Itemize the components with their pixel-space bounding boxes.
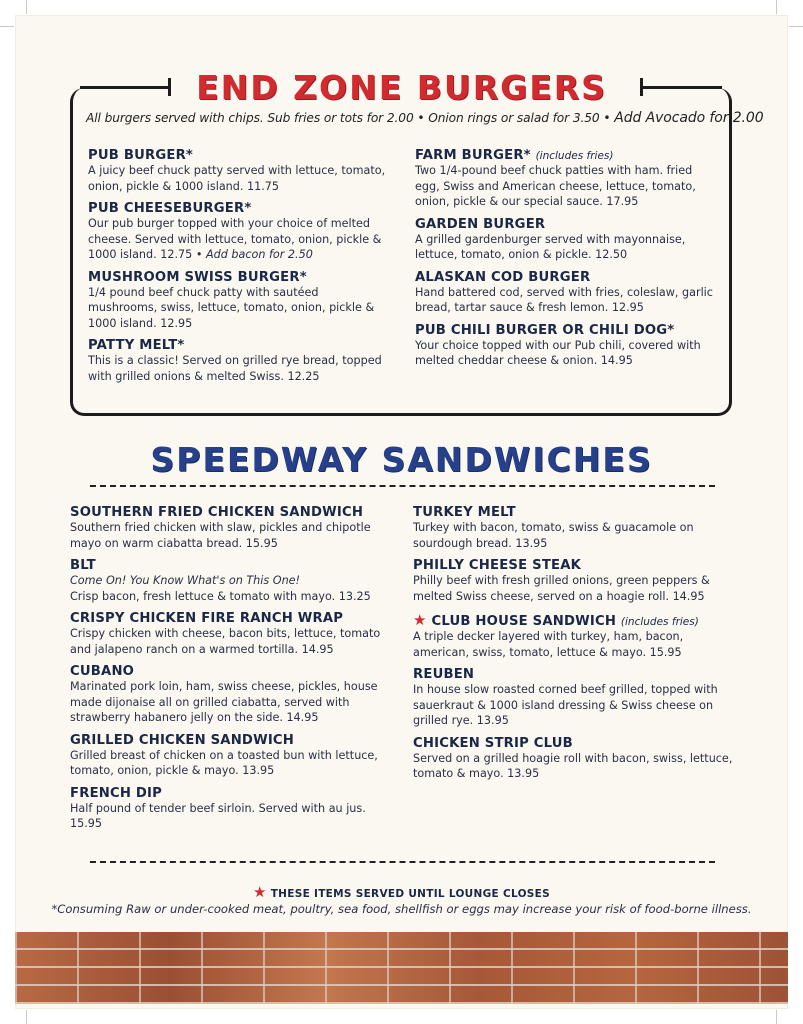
star-icon: ★ [252,883,267,901]
item-name: GRILLED CHICKEN SANDWICH [70,732,295,748]
menu-item [413,667,733,729]
food-safety-disclaimer: *Consuming Raw or under-cooked meat, poultry, sea food, shellfish or eggs may increase your risk of food-borne illness. [51,902,752,916]
item-name-text: CLUB HOUSE SANDWICH [431,614,617,629]
burgers-subtitle [86,110,764,126]
item-name [415,148,715,163]
item-description: Turkey with bacon, tomato, swiss & guacamole on sourdough bread. 13.95 [413,521,694,550]
menu-item [70,733,390,779]
crop-mark [26,1010,27,1024]
burgers-right-column [415,148,715,376]
menu-item [88,338,388,384]
item-name: MUSHROOM SWISS BURGER* [88,269,307,285]
item-description: Your choice topped with our Pub chili, covered with melted cheddar cheese & onion. 14.95 [415,338,701,367]
crop-mark [776,0,777,14]
menu-item [88,201,388,263]
item-name: PHILLY CHEESE STEAK [413,558,582,573]
item-description-text: Our pub burger topped with your choice of melted cheese. Served with lettuce, tomato, onion, pickle & 1000 island. 12.75 • [88,217,382,261]
item-description: Philly beef with fresh grilled onions, green peppers & melted Swiss cheese, served on a hoagie roll. 14.95 [413,574,710,603]
item-description: Southern fried chicken with slaw, pickles and chipotle mayo on warm ciabatta bread. 15.95 [70,521,371,550]
menu-item [70,505,390,551]
menu-item [413,558,733,604]
item-description: Grilled breast of chicken on a toasted bun with lettuce, tomato, onion, pickle & mayo. 13.95 [70,748,378,777]
star-icon: ★ [413,611,427,629]
menu-item [413,736,733,782]
item-description [88,216,388,263]
item-name: PUB CHEESEBURGER* [88,201,252,216]
item-name-text: FARM BURGER* [415,148,531,163]
item-description: Hand battered cod, served with fries, coleslaw, garlic bread, tartar sauce & fresh lemon. 12.95 [415,285,713,314]
item-name: PUB CHILI BURGER OR CHILI DOG* [415,322,675,338]
includes-fries-note: (includes fries) [535,150,614,162]
item-description: Half pound of tender beef sirloin. Served with au jus. 15.95 [70,801,366,830]
burgers-heading: END ZONE BURGERS [196,68,607,107]
item-name: GARDEN BURGER [415,216,546,232]
item-description: In house slow roasted corned beef grilled, topped with sauerkraut & 1000 island dressing & Swiss cheese on grilled rye. 13.95 [413,683,718,727]
includes-fries-note: (includes fries) [620,616,699,628]
item-name [413,611,733,629]
menu-item [70,558,390,604]
brick-wall-graphic [15,932,788,1004]
menu-item [413,611,733,660]
avocado-note: Add Avocado for 2.00 [614,110,764,126]
item-name: CHICKEN STRIP CLUB [413,735,573,751]
item-name: ALASKAN COD BURGER [415,269,591,285]
item-description: A juicy beef chuck patty served with lettuce, tomato, onion, pickle & 1000 island. 11.75 [88,164,386,193]
item-name: CUBANO [70,664,135,679]
lounge-note [0,883,803,901]
item-name: REUBEN [413,667,475,682]
sandwiches-heading: SPEEDWAY SANDWICHES [150,440,653,479]
item-name: CRISPY CHICKEN FIRE RANCH WRAP [70,611,344,626]
menu-item [415,217,715,263]
menu-item [415,270,715,316]
sandwiches-right-column [413,505,733,789]
item-name: TURKEY MELT [413,505,516,520]
crop-mark [789,26,803,27]
item-name: FRENCH DIP [70,785,163,801]
burgers-left-column [88,148,388,391]
menu-item [415,148,715,210]
menu-item [70,664,390,726]
menu-item [70,611,390,657]
lounge-note-text: THESE ITEMS SERVED UNTIL LOUNGE CLOSES [270,888,550,900]
item-name: PATTY MELT* [88,338,185,353]
crop-mark [0,26,14,27]
item-description: Two 1/4-pound beef chuck patties with ham. fried egg, Swiss and American cheese, lettuce, tomato, onion, pickle & our special sauce. 17.95 [415,164,696,208]
menu-item [88,148,388,194]
item-description: Crisp bacon, fresh lettuce & tomato with mayo. 13.25 [70,589,371,603]
crop-mark [776,1010,777,1024]
item-description: Served on a grilled hoagie roll with bacon, swiss, lettuce, tomato & mayo. 13.95 [413,751,733,780]
dashed-divider-bottom [90,861,715,863]
menu-item [70,786,390,832]
dashed-divider-top [90,485,715,487]
item-description: A triple decker layered with turkey, ham, bacon, american, swiss, tomato, lettuce & mayo. 15.95 [413,630,684,659]
item-description: This is a classic! Served on grilled rye bread, topped with grilled onions & melted Swiss. 12.25 [88,354,382,383]
bacon-addon: Add bacon for 2.50 [205,248,313,261]
item-description: Crispy chicken with cheese, bacon bits, lettuce, tomato and jalapeno ranch on a warmed tortilla. 14.95 [70,627,381,656]
menu-item [415,323,715,369]
sandwiches-left-column [70,505,390,839]
menu-item [88,270,388,332]
item-name: PUB BURGER* [88,148,194,163]
item-name: SOUTHERN FRIED CHICKEN SANDWICH [70,505,364,520]
item-description: 1/4 pound beef chuck patty with sautéed mushrooms, swiss, lettuce, tomato, onion, pickle & 1000 island. 12.95 [88,285,375,330]
blt-tagline: Come On! You Know What's on This One! [70,574,301,587]
menu-item [413,505,733,551]
item-name: BLT [70,558,96,573]
item-description: A grilled gardenburger served with mayonnaise, lettuce, tomato, onion & pickle. 12.50 [415,232,686,261]
crop-mark [26,0,27,14]
item-description: Marinated pork loin, ham, swiss cheese, pickles, house made dijonaise all on grilled ciabatta, served with strawberry habanero jelly on the side. 14.95 [70,680,378,724]
burgers-note-text: All burgers served with chips. Sub fries or tots for 2.00 • Onion rings or salad for 3.50 • [86,111,615,125]
